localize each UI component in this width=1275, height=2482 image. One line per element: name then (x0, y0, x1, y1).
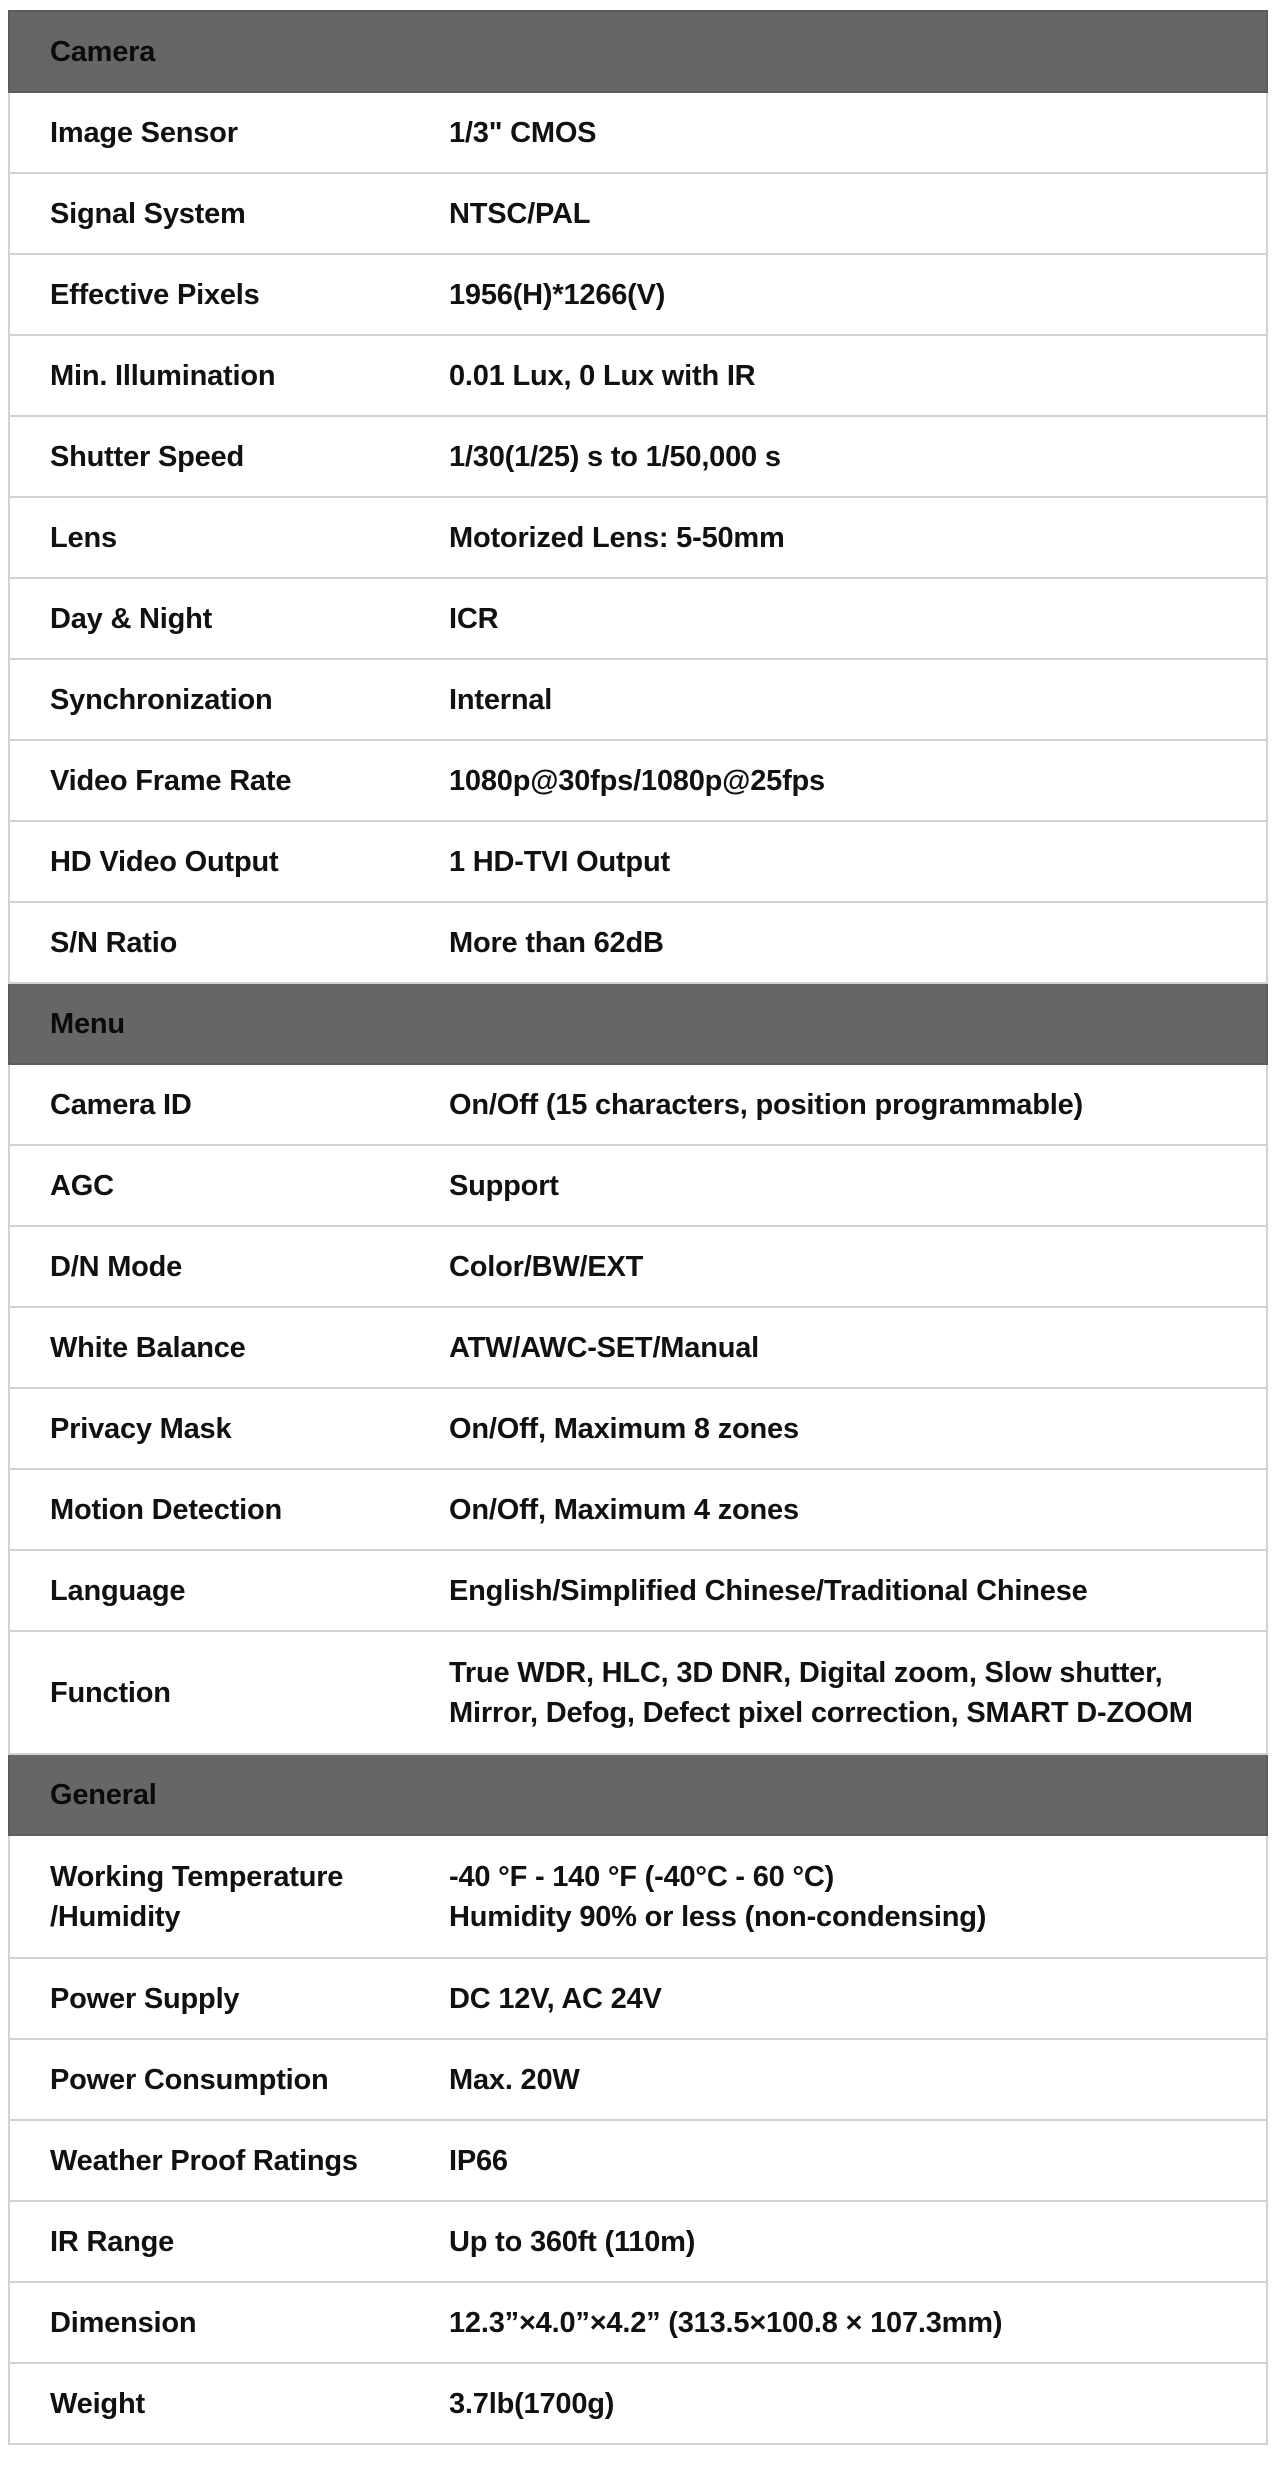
spec-row-language (9, 1550, 1267, 1631)
spec-label-line: White Balance (50, 1331, 246, 1364)
spec-label (9, 2363, 409, 2444)
spec-label-line: HD Video Output (50, 845, 279, 878)
spec-label (9, 1631, 409, 1754)
spec-label-line: AGC (50, 1169, 114, 1202)
spec-value-line: 1 HD-TVI Output (449, 845, 670, 878)
spec-row-signal-system (9, 173, 1267, 254)
spec-value-line: 3.7lb(1700g) (449, 2387, 615, 2420)
spec-value-line: IP66 (449, 2144, 508, 2177)
spec-label-line: Power Consumption (50, 2063, 329, 2096)
spec-value (409, 2120, 1267, 2201)
spec-label (9, 416, 409, 497)
spec-label (9, 902, 409, 983)
spec-row-d-n-mode (9, 1226, 1267, 1307)
spec-label-line: Motion Detection (50, 1493, 283, 1526)
spec-label-line: D/N Mode (50, 1250, 183, 1283)
spec-value (409, 1064, 1267, 1145)
spec-label (9, 1064, 409, 1145)
spec-value-line: 0.01 Lux, 0 Lux with IR (449, 359, 756, 392)
spec-row-power-supply (9, 1958, 1267, 2039)
spec-row-min-illumination (9, 335, 1267, 416)
section-title: General (9, 1754, 1267, 1835)
spec-label (9, 2120, 409, 2201)
spec-value (409, 578, 1267, 659)
spec-label-line: Lens (50, 521, 117, 554)
spec-row-image-sensor (9, 92, 1267, 173)
spec-value (409, 2363, 1267, 2444)
spec-row-working-temperature-humidity (9, 1835, 1267, 1958)
spec-label-line: S/N Ratio (50, 926, 178, 959)
spec-label-line: Min. Illumination (50, 359, 276, 392)
spec-value (409, 1835, 1267, 1958)
spec-value (409, 659, 1267, 740)
spec-value-line: Mirror, Defog, Defect pixel correction, SMART D-ZOOM (449, 1696, 1193, 1729)
spec-label (9, 92, 409, 173)
spec-label-line: Dimension (50, 2306, 197, 2339)
spec-value-line: True WDR, HLC, 3D DNR, Digital zoom, Slow shutter, (449, 1656, 1163, 1689)
spec-row-function (9, 1631, 1267, 1754)
spec-value-line: 1/30(1/25) s to 1/50,000 s (449, 440, 781, 473)
spec-label (9, 740, 409, 821)
spec-value (409, 1958, 1267, 2039)
spec-table (8, 10, 1268, 2445)
spec-label-line: Power Supply (50, 1982, 240, 2015)
spec-value (409, 416, 1267, 497)
spec-label-line: Video Frame Rate (50, 764, 292, 797)
spec-label (9, 1835, 409, 1958)
spec-value (409, 1550, 1267, 1631)
spec-value-line: 1956(H)*1266(V) (449, 278, 666, 311)
spec-value-line: NTSC/PAL (449, 197, 591, 230)
spec-value-line: Support (449, 1169, 559, 1202)
spec-value-line: 1080p@30fps/1080p@25fps (449, 764, 825, 797)
spec-label-line: Language (50, 1574, 186, 1607)
spec-value (409, 1388, 1267, 1469)
spec-label-line: Privacy Mask (50, 1412, 232, 1445)
spec-value-line: 12.3”×4.0”×4.2” (313.5×100.8 × 107.3mm) (449, 2306, 1003, 2339)
spec-label-line: Function (50, 1676, 171, 1709)
spec-label-line: /Humidity (50, 1900, 181, 1933)
spec-row-motion-detection (9, 1469, 1267, 1550)
spec-value (409, 254, 1267, 335)
spec-row-lens (9, 497, 1267, 578)
spec-label (9, 1388, 409, 1469)
section-header-general (9, 1754, 1267, 1835)
spec-row-weight (9, 2363, 1267, 2444)
spec-value (409, 2201, 1267, 2282)
section-header-menu (9, 983, 1267, 1064)
spec-value-line: On/Off, Maximum 8 zones (449, 1412, 799, 1445)
spec-value (409, 2039, 1267, 2120)
spec-value-line: 1/3" CMOS (449, 116, 597, 149)
spec-label-line: Day & Night (50, 602, 213, 635)
spec-label-line: Camera ID (50, 1088, 192, 1121)
spec-value (409, 1469, 1267, 1550)
spec-row-synchronization (9, 659, 1267, 740)
spec-value (409, 173, 1267, 254)
spec-label-line: Synchronization (50, 683, 273, 716)
spec-row-agc (9, 1145, 1267, 1226)
spec-value-line: Internal (449, 683, 553, 716)
spec-row-shutter-speed (9, 416, 1267, 497)
spec-label (9, 1550, 409, 1631)
spec-label (9, 578, 409, 659)
spec-label (9, 2201, 409, 2282)
spec-value (409, 740, 1267, 821)
spec-value (409, 92, 1267, 173)
spec-row-privacy-mask (9, 1388, 1267, 1469)
spec-value (409, 2282, 1267, 2363)
spec-label-line: Shutter Speed (50, 440, 244, 473)
spec-label-line: Signal System (50, 197, 246, 230)
spec-label (9, 2039, 409, 2120)
spec-value (409, 821, 1267, 902)
spec-value-line: Up to 360ft (110m) (449, 2225, 696, 2258)
spec-label (9, 659, 409, 740)
spec-value-line: Max. 20W (449, 2063, 580, 2096)
spec-value (409, 1226, 1267, 1307)
spec-label (9, 335, 409, 416)
spec-value (409, 902, 1267, 983)
spec-row-day-night (9, 578, 1267, 659)
spec-label (9, 1226, 409, 1307)
spec-row-dimension (9, 2282, 1267, 2363)
spec-value-line: More than 62dB (449, 926, 664, 959)
spec-value-line: Humidity 90% or less (non-condensing) (449, 1900, 987, 1933)
spec-label (9, 1307, 409, 1388)
spec-row-power-consumption (9, 2039, 1267, 2120)
spec-label (9, 821, 409, 902)
spec-value-line: DC 12V, AC 24V (449, 1982, 662, 2015)
spec-label-line: Effective Pixels (50, 278, 260, 311)
spec-value-line: ATW/AWC-SET/Manual (449, 1331, 760, 1364)
spec-row-ir-range (9, 2201, 1267, 2282)
spec-label-line: Weather Proof Ratings (50, 2144, 358, 2177)
spec-value (409, 1307, 1267, 1388)
spec-label (9, 1469, 409, 1550)
spec-label (9, 1145, 409, 1226)
spec-label (9, 254, 409, 335)
spec-row-effective-pixels (9, 254, 1267, 335)
spec-row-video-frame-rate (9, 740, 1267, 821)
spec-value (409, 1145, 1267, 1226)
spec-label (9, 497, 409, 578)
section-title: Menu (9, 983, 1267, 1064)
spec-label (9, 1958, 409, 2039)
spec-label-line: IR Range (50, 2225, 175, 2258)
spec-value (409, 335, 1267, 416)
spec-label-line: Weight (50, 2387, 145, 2420)
spec-value-line: ICR (449, 602, 499, 635)
spec-label-line: Image Sensor (50, 116, 238, 149)
spec-value (409, 1631, 1267, 1754)
spec-row-weather-proof-ratings (9, 2120, 1267, 2201)
section-title: Camera (9, 11, 1267, 92)
spec-value-line: On/Off, Maximum 4 zones (449, 1493, 799, 1526)
spec-value-line: English/Simplified Chinese/Traditional Chinese (449, 1574, 1088, 1607)
spec-label (9, 2282, 409, 2363)
spec-label (9, 173, 409, 254)
spec-value-line: -40 °F - 140 °F (-40°C - 60 °C) (449, 1860, 835, 1893)
spec-row-white-balance (9, 1307, 1267, 1388)
spec-label-line: Working Temperature (50, 1860, 344, 1893)
spec-value (409, 497, 1267, 578)
spec-row-s-n-ratio (9, 902, 1267, 983)
spec-value-line: On/Off (15 characters, position programmable) (449, 1088, 1083, 1121)
spec-value-line: Motorized Lens: 5-50mm (449, 521, 785, 554)
spec-value-line: Color/BW/EXT (449, 1250, 644, 1283)
spec-row-camera-id (9, 1064, 1267, 1145)
spec-row-hd-video-output (9, 821, 1267, 902)
spec-table-body (9, 11, 1267, 2444)
section-header-camera (9, 11, 1267, 92)
